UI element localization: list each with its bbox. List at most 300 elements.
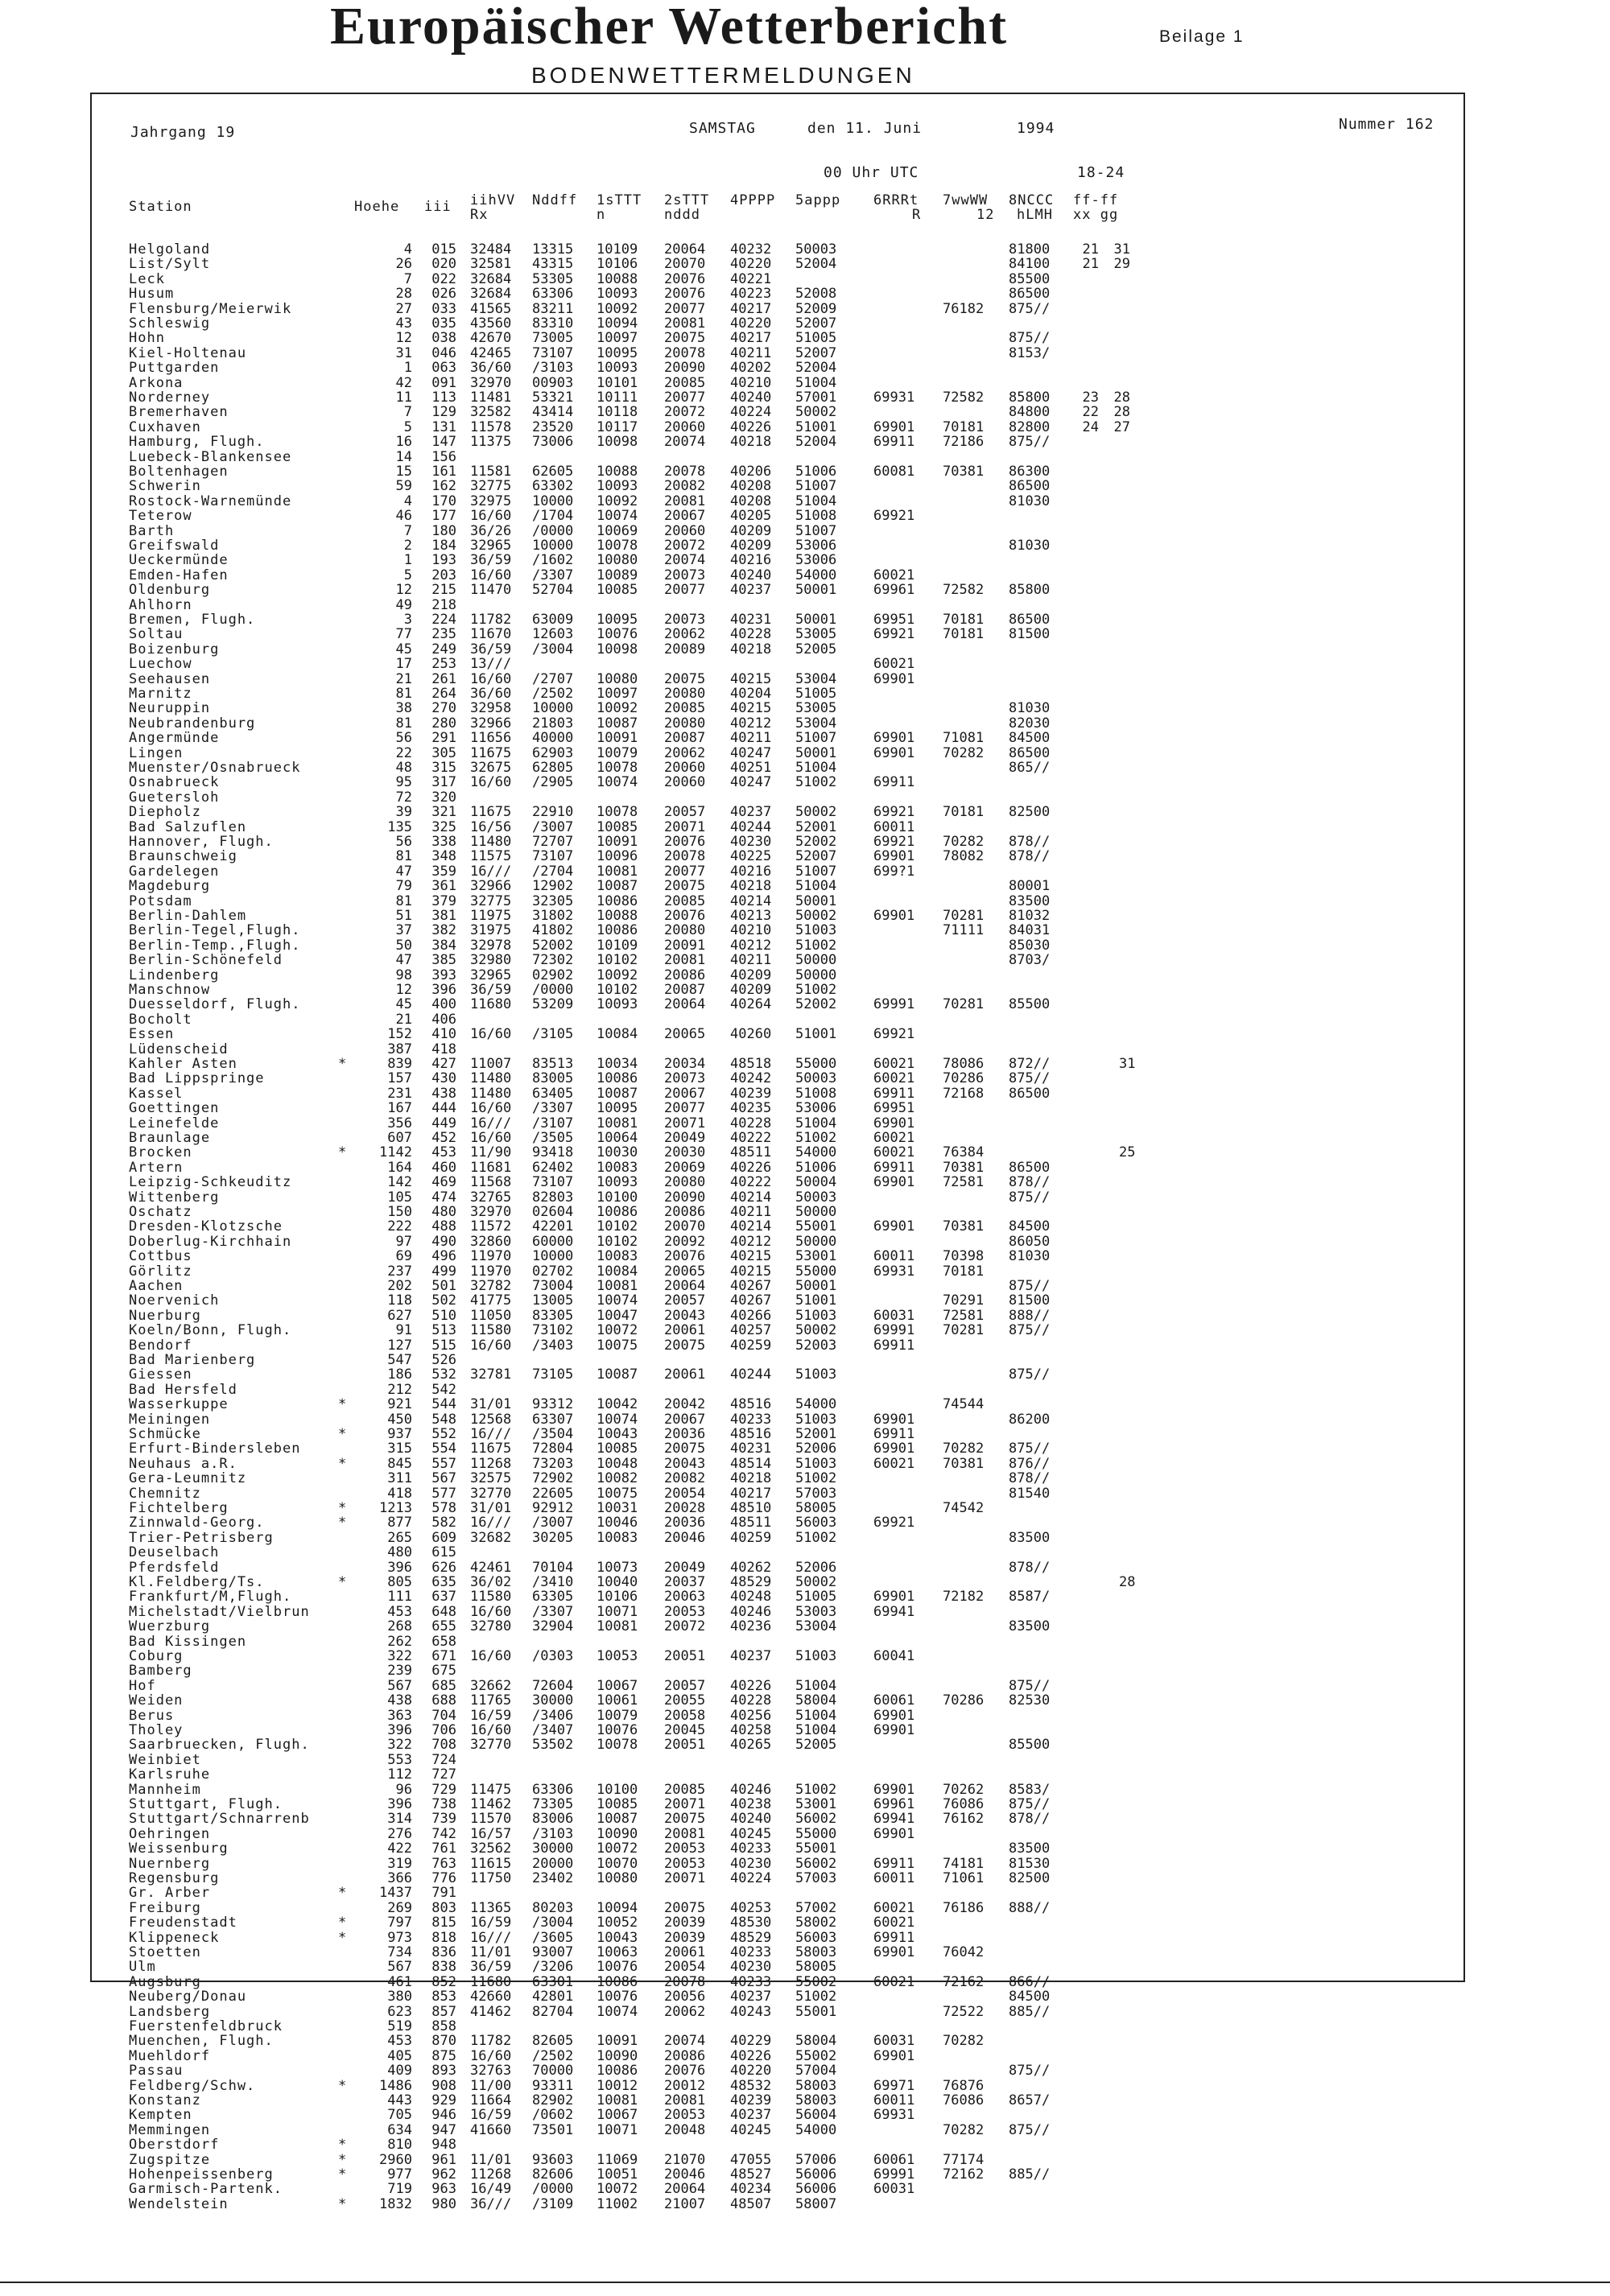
group-9: 86050 bbox=[1009, 1233, 1051, 1250]
group-6: 53006 bbox=[795, 538, 837, 554]
group-6: 53005 bbox=[795, 700, 837, 717]
group-1: 16/60 bbox=[470, 1130, 512, 1146]
group-4: 20060 bbox=[664, 418, 706, 435]
table-row bbox=[0, 1989, 1610, 2004]
group-9: 86500 bbox=[1009, 744, 1051, 761]
group-2: /3105 bbox=[532, 1026, 574, 1043]
group-3: 10053 bbox=[597, 1648, 638, 1664]
group-6: 51003 bbox=[795, 1307, 837, 1324]
group-5: 40223 bbox=[730, 286, 772, 303]
group-2: /3103 bbox=[532, 1825, 574, 1842]
group-4: 20067 bbox=[664, 508, 706, 525]
elevation: 142 bbox=[387, 1174, 412, 1191]
group-5: 40240 bbox=[730, 1811, 772, 1828]
group-4: 20051 bbox=[664, 1648, 706, 1664]
group-1: 11580 bbox=[470, 1589, 512, 1606]
group-3: 10118 bbox=[597, 404, 638, 421]
station-number: 317 bbox=[431, 774, 456, 791]
group-8: 76182 bbox=[943, 300, 985, 317]
group-5: 48511 bbox=[730, 1144, 772, 1161]
group-6: 51004 bbox=[795, 1115, 837, 1132]
group-2: 93418 bbox=[532, 1144, 574, 1161]
station-name: Kl.Feldberg/Ts. bbox=[129, 1574, 265, 1590]
station-number: 379 bbox=[431, 892, 456, 909]
group-4: 20078 bbox=[664, 464, 706, 480]
group-5: 40215 bbox=[730, 670, 772, 687]
table-row bbox=[0, 1797, 1610, 1812]
table-row bbox=[0, 1945, 1610, 1960]
year: 1994 bbox=[1017, 120, 1055, 137]
station-name: Frankfurt/M,Flugh. bbox=[129, 1589, 292, 1606]
station-name: Giessen bbox=[129, 1366, 192, 1383]
group-4: 20072 bbox=[664, 1618, 706, 1635]
station-name: Boltenhagen bbox=[129, 464, 229, 480]
elevation: 150 bbox=[387, 1204, 412, 1220]
group-8: 72162 bbox=[943, 1973, 985, 1990]
group-2: 73102 bbox=[532, 1322, 574, 1339]
elevation: 12 bbox=[395, 582, 412, 599]
elevation: 461 bbox=[387, 1973, 412, 1990]
group-5: 40265 bbox=[730, 1737, 772, 1754]
group-9: 8587/ bbox=[1009, 1589, 1051, 1606]
group-1: 11670 bbox=[470, 626, 512, 643]
station-number: 948 bbox=[431, 2137, 456, 2154]
station-number: 658 bbox=[431, 1633, 456, 1650]
group-1: 11572 bbox=[470, 1218, 512, 1235]
group-2: /3307 bbox=[532, 567, 574, 583]
table-row bbox=[0, 672, 1610, 686]
group-2: /2502 bbox=[532, 686, 574, 702]
group-6: 55002 bbox=[795, 2047, 837, 2064]
station-name: Noervenich bbox=[129, 1292, 220, 1309]
station-name: Trier-Petrisberg bbox=[129, 1529, 274, 1546]
group-6: 50002 bbox=[795, 404, 837, 421]
group-4: 20054 bbox=[664, 1959, 706, 1976]
group-5: 40230 bbox=[730, 1855, 772, 1872]
group-1: 11375 bbox=[470, 434, 512, 451]
group-2: 23520 bbox=[532, 418, 574, 435]
group-1: 16/59 bbox=[470, 1915, 512, 1931]
table-row bbox=[0, 1249, 1610, 1263]
table-row bbox=[0, 849, 1610, 864]
group-7: 69991 bbox=[873, 2166, 915, 2183]
group-2: /3103 bbox=[532, 360, 574, 377]
elevation: 51 bbox=[395, 908, 412, 924]
group-5: 40228 bbox=[730, 1692, 772, 1709]
group-6: 57001 bbox=[795, 390, 837, 406]
table-row bbox=[0, 761, 1610, 775]
group-4: 21070 bbox=[664, 2151, 706, 2168]
station-number: 325 bbox=[431, 818, 456, 835]
table-row bbox=[0, 1190, 1610, 1205]
table-row bbox=[0, 1871, 1610, 1886]
group-8: 74181 bbox=[943, 1855, 985, 1872]
station-number: 502 bbox=[431, 1292, 456, 1309]
station-number: 818 bbox=[431, 1929, 456, 1946]
station-number: 474 bbox=[431, 1189, 456, 1206]
group-4: 20049 bbox=[664, 1130, 706, 1146]
station-name: Potsdam bbox=[129, 892, 192, 909]
group-8: 70398 bbox=[943, 1248, 985, 1265]
elevation: 396 bbox=[387, 1796, 412, 1812]
group-9: 84500 bbox=[1009, 730, 1051, 747]
elevation: 81 bbox=[395, 892, 412, 909]
group-7: 69921 bbox=[873, 626, 915, 643]
station-name: Rostock-Warnemünde bbox=[129, 493, 292, 509]
station-name: Bamberg bbox=[129, 1663, 192, 1680]
elevation: 72 bbox=[395, 789, 412, 806]
station-name: Emden-Hafen bbox=[129, 567, 229, 583]
table-row bbox=[0, 1086, 1610, 1101]
table-row bbox=[0, 1160, 1610, 1175]
station-name: Teterow bbox=[129, 508, 192, 525]
table-row bbox=[0, 716, 1610, 731]
table-row bbox=[0, 1960, 1610, 1974]
station-name: Feldberg/Schw. bbox=[129, 2077, 256, 2094]
station-name: Braunschweig bbox=[129, 848, 237, 865]
group-5: 48514 bbox=[730, 1455, 772, 1472]
elevation: 28 bbox=[395, 286, 412, 303]
station-number: 706 bbox=[431, 1722, 456, 1738]
group-5: 40212 bbox=[730, 715, 772, 732]
station-name: Tholey bbox=[129, 1722, 184, 1738]
group-2: /3004 bbox=[532, 1915, 574, 1931]
group-9: 82800 bbox=[1009, 418, 1051, 435]
group-1: 41660 bbox=[470, 2121, 512, 2138]
group-3: 10088 bbox=[597, 464, 638, 480]
elevation: 22 bbox=[395, 744, 412, 761]
station-name: Diepholz bbox=[129, 804, 201, 821]
elevation: 409 bbox=[387, 2063, 412, 2080]
elevation: 46 bbox=[395, 508, 412, 525]
group-2: 32305 bbox=[532, 892, 574, 909]
group-1: 11970 bbox=[470, 1248, 512, 1265]
table-row bbox=[0, 1531, 1610, 1545]
group-3: 10083 bbox=[597, 1529, 638, 1546]
group-6: 51006 bbox=[795, 1159, 837, 1176]
elevation: 135 bbox=[387, 818, 412, 835]
gust-peak: 28 bbox=[1113, 390, 1130, 406]
group-3: 10102 bbox=[597, 982, 638, 998]
station-number: 961 bbox=[431, 2151, 456, 2168]
group-9: 86500 bbox=[1009, 478, 1051, 495]
gust-max: 21 bbox=[1082, 241, 1099, 258]
col-g4-sub: nddd bbox=[664, 207, 700, 223]
group-9: 888// bbox=[1009, 1307, 1051, 1324]
group-5: 40237 bbox=[730, 2107, 772, 2124]
group-9: 875// bbox=[1009, 330, 1051, 347]
group-6: 52004 bbox=[795, 434, 837, 451]
group-7: 69931 bbox=[873, 1263, 915, 1280]
group-2: 73006 bbox=[532, 434, 574, 451]
mountain-marker: * bbox=[338, 2166, 347, 2183]
group-1: 16/60 bbox=[470, 1722, 512, 1738]
group-4: 20070 bbox=[664, 256, 706, 273]
elevation: 607 bbox=[387, 1130, 412, 1146]
group-4: 20091 bbox=[664, 937, 706, 954]
elevation: 5 bbox=[403, 567, 412, 583]
group-4: 20064 bbox=[664, 2181, 706, 2198]
group-1: 16/60 bbox=[470, 567, 512, 583]
station-number: 156 bbox=[431, 448, 456, 465]
group-5: 40221 bbox=[730, 270, 772, 287]
station-number: 648 bbox=[431, 1603, 456, 1620]
group-6: 51008 bbox=[795, 508, 837, 525]
group-1: 11656 bbox=[470, 730, 512, 747]
group-5: 40210 bbox=[730, 922, 772, 939]
group-6: 51002 bbox=[795, 1130, 837, 1146]
group-7: 69951 bbox=[873, 612, 915, 628]
elevation: 1142 bbox=[379, 1144, 412, 1161]
station-name: Luebeck-Blankensee bbox=[129, 448, 292, 465]
station-name: Freiburg bbox=[129, 1899, 201, 1916]
group-6: 53003 bbox=[795, 1603, 837, 1620]
station-name: Fuerstenfeldbruck bbox=[129, 2018, 283, 2034]
table-row bbox=[0, 2108, 1610, 2122]
group-5: 40248 bbox=[730, 1589, 772, 1606]
table-row bbox=[0, 553, 1610, 567]
station-name: Leipzig-Schkeuditz bbox=[129, 1174, 292, 1191]
group-1: 32684 bbox=[470, 270, 512, 287]
group-5: 40210 bbox=[730, 374, 772, 391]
group-5: 40209 bbox=[730, 982, 772, 998]
group-2: 63306 bbox=[532, 1781, 574, 1798]
group-2: 40000 bbox=[532, 730, 574, 747]
group-8: 70381 bbox=[943, 464, 985, 480]
table-row bbox=[0, 1427, 1610, 1441]
group-5: 40226 bbox=[730, 2047, 772, 2064]
station-number: 235 bbox=[431, 626, 456, 643]
group-6: 53006 bbox=[795, 552, 837, 569]
group-4: 20043 bbox=[664, 1455, 706, 1472]
group-5: 40224 bbox=[730, 1870, 772, 1886]
group-4: 20061 bbox=[664, 1366, 706, 1383]
group-6: 52004 bbox=[795, 360, 837, 377]
elevation: 314 bbox=[387, 1811, 412, 1828]
station-number: 671 bbox=[431, 1648, 456, 1664]
group-1: 11578 bbox=[470, 418, 512, 435]
group-3: 10076 bbox=[597, 626, 638, 643]
group-9: 81530 bbox=[1009, 1855, 1051, 1872]
table-row bbox=[0, 864, 1610, 879]
group-3: 10070 bbox=[597, 1855, 638, 1872]
group-4: 20086 bbox=[664, 2047, 706, 2064]
elevation: 152 bbox=[387, 1026, 412, 1043]
group-2: /3605 bbox=[532, 1929, 574, 1946]
elevation: 380 bbox=[387, 1989, 412, 2005]
group-9: 83500 bbox=[1009, 1841, 1051, 1857]
table-row bbox=[0, 2123, 1610, 2137]
group-8: 70181 bbox=[943, 626, 985, 643]
group-5: 40218 bbox=[730, 641, 772, 657]
group-7: 699?1 bbox=[873, 863, 915, 880]
table-row bbox=[0, 923, 1610, 938]
gust-max: 23 bbox=[1082, 390, 1099, 406]
group-6: 52001 bbox=[795, 818, 837, 835]
group-1: 16/60 bbox=[470, 670, 512, 687]
elevation: 973 bbox=[387, 1929, 412, 1946]
elevation: 26 bbox=[395, 256, 412, 273]
group-1: 32770 bbox=[470, 1737, 512, 1754]
group-5: 40257 bbox=[730, 1322, 772, 1339]
station-name: Stuttgart/Schnarrenb bbox=[129, 1811, 310, 1828]
group-8: 70181 bbox=[943, 804, 985, 821]
group-5: 40204 bbox=[730, 686, 772, 702]
table-row bbox=[0, 1323, 1610, 1338]
group-4: 20075 bbox=[664, 878, 706, 895]
group-1: 32980 bbox=[470, 952, 512, 969]
group-1: 32775 bbox=[470, 478, 512, 495]
col-g6: 5appp bbox=[795, 192, 841, 208]
group-9: 8153/ bbox=[1009, 344, 1051, 361]
group-3: 10086 bbox=[597, 1070, 638, 1087]
group-7: 69911 bbox=[873, 1855, 915, 1872]
station-name: Barth bbox=[129, 522, 175, 539]
group-6: 52004 bbox=[795, 256, 837, 273]
group-7: 60021 bbox=[873, 656, 915, 673]
group-3: 10080 bbox=[597, 1870, 638, 1886]
station-number: 430 bbox=[431, 1070, 456, 1087]
group-3: 10078 bbox=[597, 804, 638, 821]
group-5: 40222 bbox=[730, 1174, 772, 1191]
station-name: Lindenberg bbox=[129, 967, 220, 983]
group-1: 12568 bbox=[470, 1411, 512, 1428]
station-name: Ahlhorn bbox=[129, 596, 192, 613]
group-4: 20064 bbox=[664, 241, 706, 258]
group-9: 872// bbox=[1009, 1056, 1051, 1072]
group-6: 52002 bbox=[795, 996, 837, 1013]
group-5: 40205 bbox=[730, 508, 772, 525]
group-3: 10063 bbox=[597, 1944, 638, 1960]
table-row bbox=[0, 1886, 1610, 1900]
station-name: Dresden-Klotzsche bbox=[129, 1218, 283, 1235]
group-7: 69961 bbox=[873, 582, 915, 599]
table-row bbox=[0, 1101, 1610, 1115]
station-name: Fichtelberg bbox=[129, 1500, 229, 1516]
group-2: 31802 bbox=[532, 908, 574, 924]
group-2: 73107 bbox=[532, 848, 574, 865]
group-7: 69901 bbox=[873, 1115, 915, 1132]
group-1: 11675 bbox=[470, 804, 512, 821]
group-4: 20057 bbox=[664, 1292, 706, 1309]
table-row bbox=[0, 1457, 1610, 1471]
group-3: 10071 bbox=[597, 2121, 638, 2138]
group-8: 76162 bbox=[943, 1811, 985, 1828]
group-6: 56003 bbox=[795, 1515, 837, 1531]
group-1: 11568 bbox=[470, 1174, 512, 1191]
table-row bbox=[0, 376, 1610, 390]
station-name: Berlin-Dahlem bbox=[129, 908, 247, 924]
group-1: 32662 bbox=[470, 1677, 512, 1694]
col-station: Station bbox=[129, 199, 192, 215]
station-number: 704 bbox=[431, 1707, 456, 1724]
group-6: 52001 bbox=[795, 1426, 837, 1442]
group-3: 10080 bbox=[597, 670, 638, 687]
group-1: 32958 bbox=[470, 700, 512, 717]
table-row bbox=[0, 1634, 1610, 1649]
group-3: 10047 bbox=[597, 1307, 638, 1324]
station-number: 381 bbox=[431, 908, 456, 924]
group-2: 22910 bbox=[532, 804, 574, 821]
station-number: 815 bbox=[431, 1915, 456, 1931]
station-name: Mannheim bbox=[129, 1781, 201, 1798]
group-5: 40242 bbox=[730, 1070, 772, 1087]
table-row bbox=[0, 805, 1610, 819]
elevation: 547 bbox=[387, 1352, 412, 1368]
group-7: 69911 bbox=[873, 1929, 915, 1946]
gust-peak: 28 bbox=[1113, 404, 1130, 421]
group-1: 11680 bbox=[470, 1973, 512, 1990]
group-5: 40206 bbox=[730, 464, 772, 480]
group-5: 40245 bbox=[730, 1825, 772, 1842]
table-row bbox=[0, 538, 1610, 553]
table-row bbox=[0, 1353, 1610, 1367]
station-number: 305 bbox=[431, 744, 456, 761]
group-3: 10087 bbox=[597, 1811, 638, 1828]
group-3: 10083 bbox=[597, 1248, 638, 1265]
group-5: 40237 bbox=[730, 804, 772, 821]
group-1: 41462 bbox=[470, 2003, 512, 2020]
group-6: 51002 bbox=[795, 1781, 837, 1798]
mountain-marker: * bbox=[338, 2137, 347, 2154]
group-3: 10102 bbox=[597, 1233, 638, 1250]
elevation: 167 bbox=[387, 1100, 412, 1117]
group-3: 10064 bbox=[597, 1130, 638, 1146]
station-name: Berlin-Tegel,Flugh. bbox=[129, 922, 301, 939]
elevation: 231 bbox=[387, 1085, 412, 1102]
table-row bbox=[0, 2063, 1610, 2078]
station-name: Berus bbox=[129, 1707, 175, 1724]
group-5: 40220 bbox=[730, 2063, 772, 2080]
group-6: 57002 bbox=[795, 1899, 837, 1916]
group-9: 81032 bbox=[1009, 908, 1051, 924]
mountain-marker: * bbox=[338, 1515, 347, 1531]
group-9: 85030 bbox=[1009, 937, 1051, 954]
group-4: 20074 bbox=[664, 434, 706, 451]
group-7: 69951 bbox=[873, 1100, 915, 1117]
station-number: 393 bbox=[431, 967, 456, 983]
group-9: 80001 bbox=[1009, 878, 1051, 895]
group-6: 53004 bbox=[795, 715, 837, 732]
group-3: 11002 bbox=[597, 2195, 638, 2212]
group-7: 69901 bbox=[873, 1589, 915, 1606]
group-5: 40233 bbox=[730, 1973, 772, 1990]
group-1: 31/01 bbox=[470, 1500, 512, 1516]
group-1: 32965 bbox=[470, 967, 512, 983]
table-row bbox=[0, 1264, 1610, 1279]
group-3: 10081 bbox=[597, 2092, 638, 2108]
group-1: 11675 bbox=[470, 1441, 512, 1457]
elevation: 164 bbox=[387, 1159, 412, 1176]
group-1: 32581 bbox=[470, 256, 512, 273]
group-1: 32682 bbox=[470, 1529, 512, 1546]
elevation: 56 bbox=[395, 834, 412, 850]
group-2: /0000 bbox=[532, 982, 574, 998]
group-7: 60021 bbox=[873, 1130, 915, 1146]
group-4: 20046 bbox=[664, 1529, 706, 1546]
table-row bbox=[0, 1975, 1610, 1989]
group-3: 10086 bbox=[597, 1204, 638, 1220]
elevation: 222 bbox=[387, 1218, 412, 1235]
station-number: 384 bbox=[431, 937, 456, 954]
table-row bbox=[0, 2167, 1610, 2182]
group-1: 11480 bbox=[470, 834, 512, 850]
station-number: 655 bbox=[431, 1618, 456, 1635]
group-6: 57003 bbox=[795, 1485, 837, 1502]
group-6: 53001 bbox=[795, 1796, 837, 1812]
elevation: 81 bbox=[395, 715, 412, 732]
group-4: 20075 bbox=[664, 1811, 706, 1828]
